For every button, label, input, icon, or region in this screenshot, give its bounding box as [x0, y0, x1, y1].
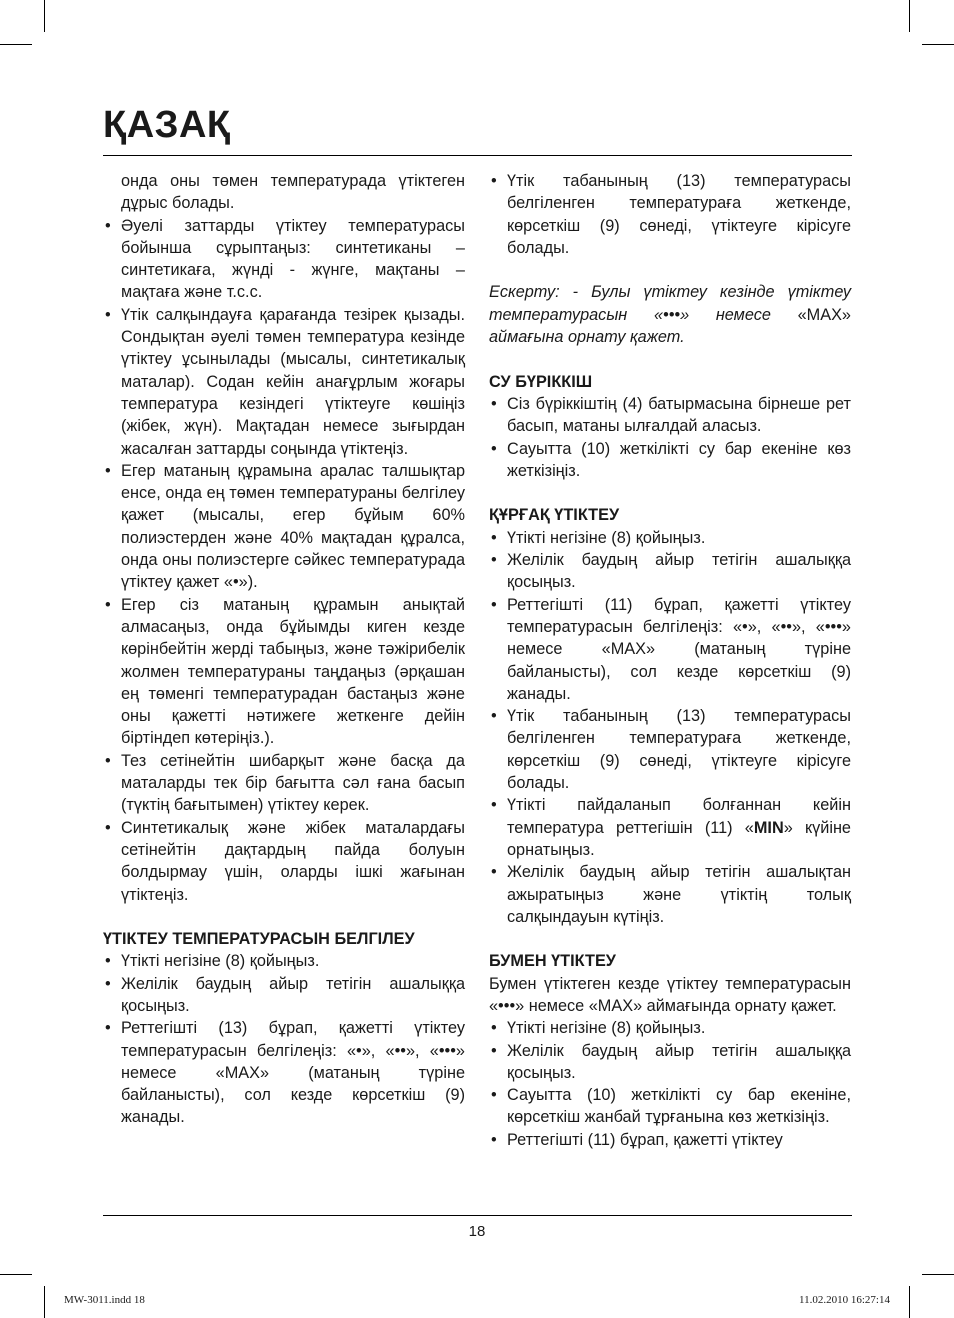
- section-heading-spray: СУ БҮРІККІШ: [489, 372, 593, 391]
- list-item: • Желілік баудың айыр тетігін ашалыққа қосыңыз.: [489, 549, 851, 594]
- list-item: • Егер сіз матаның құрамын анықтай алмасаңыз, онда бұйымды киген кезде көрінбейтін жерді табыңыз, және тәжірибелік жолмен температураны таңдаңыз (әрқашан ең төменгі температурадан бастаңыз және оны қажетті нәтижеге жеткенге дейін біртіндеп көтеріңіз.).: [103, 594, 465, 750]
- list-item: • Сіз бүріккіштің (4) батырмасына бірнеше рет басып, матаны ылғалдай аласыз.: [489, 393, 851, 438]
- list-item: • Синтетикалық және жібек маталардағы сетінейтін дақтардың пайда болуын болдырмау үшін, оларды ішкі жағынан үтіктеңіз.: [103, 817, 465, 906]
- steam-list: [489, 1017, 851, 1151]
- list-item: • Үтікті негізіне (8) қойыңыз.: [489, 527, 851, 549]
- section-heading-steam: БУМЕН ҮТІКТЕУ: [489, 952, 616, 971]
- min-text: Үтікті пайдаланып болғаннан кейін температура реттегішін (11) «: [507, 796, 851, 837]
- list-item: • Тез сетінейтін шибарқыт және басқа да маталарды тек бір бағытта сәл ғана басып (түктің бағытымен) үтіктеу керек.: [103, 750, 465, 817]
- crop-mark: [922, 44, 954, 45]
- continuation-text: онда оны төмен температурада үтіктеген дұрыс болады.: [121, 172, 465, 213]
- crop-mark: [922, 1274, 954, 1275]
- min-text-end: » күйіне орнатыңыз.: [507, 818, 851, 859]
- list-item: • Егер матаның құрамына аралас талшықтар енсе, онда ең төмен температураны белгілеу қажет (мысалы, егер бұйым 60% полиэстерден және 40% мақтадан құралса, онда оны полиэстерге сәйкес температурада үтіктеу қажет «•»).: [103, 460, 465, 594]
- list-item: • Реттегішті (11) бұрап, қажетті үтіктеу: [489, 1129, 851, 1151]
- section-heading-temperature: ҮТІКТЕУ ТЕМПЕРАТУРАСЫН БЕЛГІЛЕУ: [103, 930, 415, 949]
- list-item: • Үтікті негізіне (8) қойыңыз.: [489, 1017, 851, 1039]
- list-item: • Үтікті негізіне (8) қойыңыз.: [103, 950, 465, 972]
- continued-list: [489, 170, 851, 259]
- list-item: • Үтік табанының (13) температурасы белгіленген температураға жеткенде, көрсеткіш (9) сөнеді, үтіктеуге кірісуге болады.: [489, 705, 851, 794]
- crop-mark: [44, 0, 45, 32]
- footer-rule: [103, 1215, 852, 1216]
- section-heading-dry: ҚҰРҒАҚ ҮТІКТЕУ: [489, 506, 620, 525]
- list-item: • Әуелі заттарды үтіктеу температурасы бойынша сұрыптаңыз: синтетиканы – синтетикаға, жүнді - жүнге, мақтаны – мақтаға және т.с.с.: [103, 215, 465, 304]
- crop-mark: [0, 1274, 32, 1275]
- note-text: Ескерту: - Булы үтіктеу кезінде үтіктеу температурасын «•••» немесе: [489, 283, 851, 324]
- list-item: • Желілік баудың айыр тетігін ашалыққа қосыңыз.: [103, 973, 465, 1018]
- right-column: [489, 170, 851, 1151]
- page-number: 18: [468, 1223, 486, 1240]
- note-max: «MAX»: [797, 305, 851, 324]
- spray-list: [489, 393, 851, 482]
- list-item: • Үтік салқындауға қарағанда тезірек қызады. Сондықтан әуелі төмен температура кезінде үтіктеу ұсынылады (мысалы, синтетикалық маталар). Содан кейін анағұрлым жоғары температура кезіндегі үтіктеуге көшіңіз (жібек, жүн). Мақтадан немесе зығырдан жасалған заттарды соңында үтіктеңіз.: [103, 304, 465, 460]
- list-item-min: [489, 794, 851, 861]
- list-item: • Реттегішті (11) бұрап, қажетті үтіктеу температурасын белгілеңіз: «•», «••», «•••» немесе «MAX» (матаның түріне байланысты), сол кезде көрсеткіш (9) жанады.: [489, 594, 851, 705]
- ironing-tips-list: [103, 215, 465, 906]
- note-text-end: аймағына орнату қажет.: [489, 328, 685, 347]
- list-item: • Сауытта (10) жеткілікті су бар екеніне, көрсеткіш жанбай тұрғанына көз жеткізіңіз.: [489, 1084, 851, 1129]
- list-item: • Үтік табанының (13) температурасы белгіленген температураға жеткенде, көрсеткіш (9) сөнеді, үтіктеуге кірісуге болады.: [489, 170, 851, 259]
- header-rule: [103, 155, 852, 156]
- steam-intro: Бумен үтіктеген кезде үтіктеу температурасын «•••» немесе «MAX» аймағында орнату қажет.: [489, 974, 851, 1015]
- temperature-steps-list: [103, 950, 465, 1128]
- list-item: • Реттегішті (13) бұрап, қажетті үтіктеу температурасын белгілеңіз: «•», «••», «•••» немесе «MAX» (матаның түріне байланысты), сол кезде көрсеткіш (9) жанады.: [103, 1017, 465, 1128]
- list-item: • Сауытта (10) жеткілікті су бар екеніне көз жеткізіңіз.: [489, 438, 851, 483]
- list-item: • Желілік баудың айыр тетігін ашалықтан ажыратыңыз және үтіктің толық салқындауын күтіңіз.: [489, 861, 851, 928]
- date-slug: 11.02.2010 16:27:14: [799, 1294, 890, 1306]
- crop-mark: [909, 1286, 910, 1318]
- crop-mark: [44, 1286, 45, 1318]
- list-item: • Желілік баудың айыр тетігін ашалыққа қосыңыз.: [489, 1040, 851, 1085]
- min-label: MIN: [753, 818, 784, 837]
- steam-note: [489, 281, 851, 348]
- left-column: [103, 170, 465, 1129]
- page-title: ҚАЗАҚ: [103, 104, 231, 146]
- file-slug: MW-3011.indd 18: [64, 1294, 145, 1306]
- crop-mark: [909, 0, 910, 32]
- crop-mark: [0, 44, 32, 45]
- dry-ironing-list: [489, 527, 851, 928]
